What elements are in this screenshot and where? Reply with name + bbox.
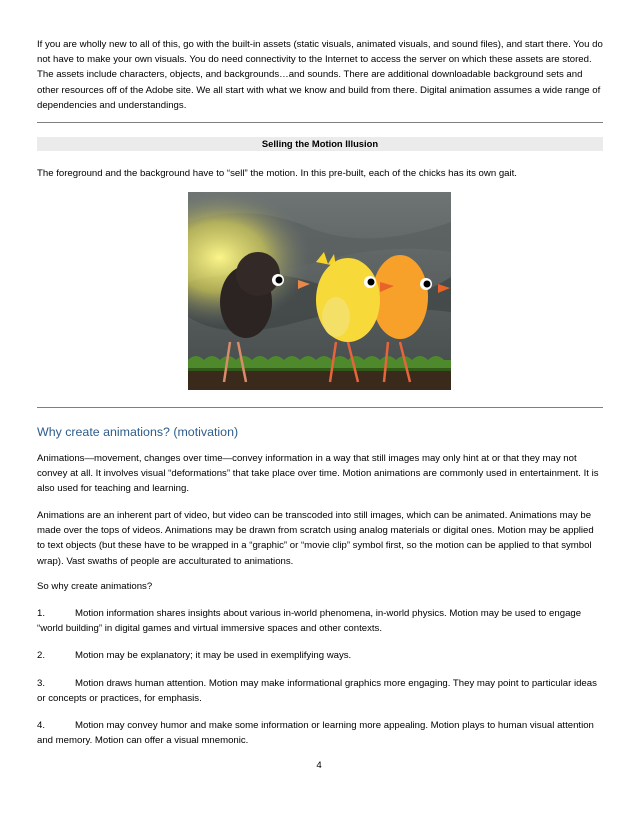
- page-number: 4: [316, 760, 322, 771]
- intro-paragraph: If you are wholly new to all of this, go with the built-in assets (static visuals, animated visuals, and sound files), and start there. You do not have to make your own visuals. You do need connectivity to the Internet to access the server on which these assets are stored. The assets include characters, objects, and backgrounds…and sounds. There are additional downloadable background sets and other resources off of the Adobe site. We all start with what we know and build from there. Digital animation assumes a wide range of dependencies and understandings.: [37, 39, 603, 111]
- paragraph-animations-definition: Animations—movement, changes over time—convey information in a way that still images may only hint at or that they may not convey at all. It involves visual “deformations” that take place over time. Motion animations are commonly used in entertainment. It is also used for teaching and learning.: [37, 453, 599, 495]
- divider: [37, 407, 603, 408]
- section-paragraph: The foreground and the background have to “sell” the motion. In this pre-built, each of the chicks has its own gait.: [37, 168, 517, 179]
- list-item: 4. Motion may convey humor and make some information or learning more appealing. Motion plays to human visual attention and memory. Motion can offer a visual mnemonic.: [37, 720, 594, 747]
- paragraph-animations-video: Animations are an inherent part of video, but video can be transcoded into still images, which can be animated. Animations may be made over the tops of videos. Animations may be drawn from scratch using analog materials or digital ones. Motion may be applied to text objects (but these have to be wrapped in a “graphic” or “movie clip” symbol first, so the motion can be applied to that symbol wrap). Vast swaths of people are acculturated to animations.: [37, 510, 594, 567]
- chicks-animation-illustration: [188, 192, 451, 390]
- list-item: 3. Motion draws human attention. Motion may make informational graphics more engaging. They may point to particular ideas or concepts or practices, for emphasis.: [37, 678, 597, 705]
- section-title: Selling the Motion Illusion: [37, 137, 603, 151]
- list-item: 2. Motion may be explanatory; it may be used in exemplifying ways.: [37, 650, 352, 661]
- question-text: So why create animations?: [37, 581, 153, 592]
- list-item: 1. Motion information shares insights about various in-world phenomena, in-world physics. Motion may be used to engage “world building” in digital games and virtual immersive spaces and other contexts.: [37, 608, 582, 635]
- section-heading: Why create animations? (motivation): [37, 425, 239, 439]
- divider: [37, 122, 603, 123]
